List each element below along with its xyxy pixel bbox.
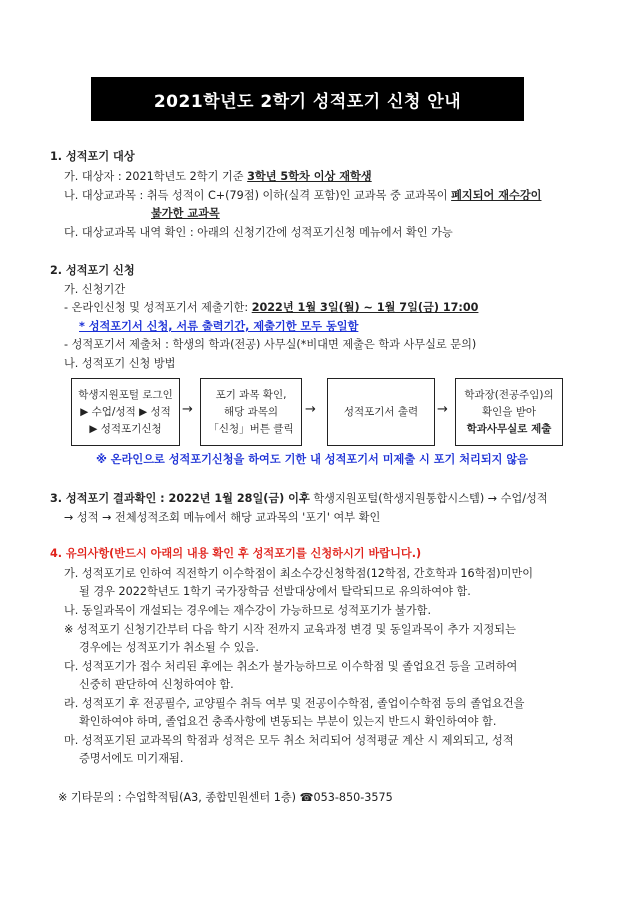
flow-step-1-line-3: ▶ 성적포기신청 — [89, 422, 162, 435]
flow-step-4-line-3: 학과사무실로 제출 — [466, 422, 552, 435]
flow-step-4-line-1: 학과장(전공주임)의 — [464, 388, 554, 401]
s1-ga-emphasis: 3학년 5학차 이상 재학생 — [247, 170, 372, 183]
s2-online-deadline — [64, 300, 478, 315]
s4-line-2: 될 경우 2022학년도 1학기 국가장학금 선발대상에서 탈락되므로 유의하여야 함. — [79, 585, 471, 598]
s2-online-text: - 온라인신청 및 성적포기서 제출기한: — [64, 301, 252, 314]
s4-line-6: 다. 성적포기가 접수 처리된 후에는 취소가 불가능하므로 이수학점 및 졸업요건 등을 고려하여 — [64, 660, 518, 673]
flow-step-4-line-2: 확인을 받아 — [481, 405, 537, 418]
s1-na-emphasis-2: 불가한 교과목 — [151, 207, 220, 220]
s4-line-1: 가. 성적포기로 인하여 직전학기 이수학점이 최소수강신청학점(12학점, 간호학과 16학점)미만이 — [64, 567, 534, 580]
s2-blue-note: * 성적포기서 신청, 서류 출력기간, 제출기한 모두 동일함 — [79, 320, 359, 333]
s4-line-11: 증명서에도 미기재됨. — [79, 752, 184, 765]
flow-step-portal-login — [71, 378, 180, 446]
flow-step-1-line-2: ▶ 수업/성적 ▶ 성적 — [80, 405, 171, 418]
s2-submit-place: - 성적포기서 제출처 : 학생의 학과(전공) 사무실(*비대면 제출은 학과 사무실로 문의) — [64, 338, 477, 351]
page-title: 2021학년도 2학기 성적포기 신청 안내 — [91, 77, 524, 121]
s1-ga-text: 가. 대상자 : 2021학년도 2학기 기준 — [64, 170, 248, 183]
flow-step-confirm-subject — [200, 378, 302, 446]
s1-na-text: 나. 대상교과목 : 취득 성적이 C+(79점) 이하(실격 포함)인 교과목 중 교과목이 — [64, 189, 452, 202]
section-1-heading: 1. 성적포기 대상 — [50, 150, 135, 163]
s4-line-9: 확인하여야 하며, 졸업요건 충족사항에 변동되는 부분이 있는지 반드시 확인하여야 함. — [79, 715, 497, 728]
section-2-heading: 2. 성적포기 신청 — [50, 264, 135, 277]
section-4-heading: 4. 유의사항(반드시 아래의 내용 확인 후 성적포기를 신청하시기 바랍니다.) — [50, 547, 422, 560]
s2-item-na: 나. 성적포기 신청 방법 — [64, 357, 176, 370]
s4-line-10: 마. 성적포기된 교과목의 학점과 성적은 모두 취소 처리되어 성적평균 계산 시 제외되고, 성적 — [64, 734, 514, 747]
flow-step-1-line-1: 학생지원포털 로그인 — [78, 388, 173, 401]
contact-info: ※ 기타문의 : 수업학적팀(A3, 종합민원센터 1층) ☎053-850-3575 — [58, 791, 393, 804]
section-3-line-2: → 성적 → 전체성적조회 메뉴에서 해당 교과목의 '포기' 여부 확인 — [64, 511, 381, 524]
s1-item-ga — [64, 169, 372, 184]
flow-arrow-2: → — [305, 402, 316, 417]
flow-arrow-1: → — [182, 402, 193, 417]
flow-step-2-line-1: 포기 과목 확인, — [215, 388, 287, 401]
s1-na-emphasis-1: 폐지되어 재수강이 — [451, 189, 542, 202]
s4-line-7: 신중히 판단하여 신청하여야 함. — [79, 678, 234, 691]
section-3-line-1 — [50, 491, 548, 506]
s4-line-8: 라. 성적포기 후 전공필수, 교양필수 취득 여부 및 전공이수학점, 졸업이수학점 등의 졸업요건을 — [64, 697, 525, 710]
s4-line-4: ※ 성적포기 신청기간부터 다음 학기 시작 전까지 교육과정 변경 및 동일과목이 추가 지정되는 — [64, 623, 516, 636]
s2-online-date: 2022년 1월 3일(월) ~ 1월 7일(금) 17:00 — [251, 301, 479, 314]
flow-step-3-line-1: 성적포기서 출력 — [343, 405, 419, 418]
section-3-heading: 3. 성적포기 결과확인 : 2022년 1월 28일(금) 이후 — [50, 492, 310, 505]
s1-item-da: 다. 대상교과목 내역 확인 : 아래의 신청기간에 성적포기신청 메뉴에서 확인 가능 — [64, 226, 453, 239]
flow-arrow-3: → — [437, 402, 448, 417]
s1-item-na — [64, 188, 541, 203]
s4-line-5: 경우에는 성적포기가 취소될 수 있음. — [79, 641, 259, 654]
flow-step-submit-office — [455, 378, 563, 446]
flow-step-2-line-2: 해당 과목의 — [223, 405, 279, 418]
flow-step-print-form — [327, 378, 435, 446]
s2-warning: ※ 온라인으로 성적포기신청을 하여도 기한 내 성적포기서 미제출 시 포기 처리되지 않음 — [96, 453, 528, 466]
s4-line-3: 나. 동일과목이 개설되는 경우에는 재수강이 가능하므로 성적포기가 불가함. — [64, 604, 432, 617]
s2-item-ga: 가. 신청기간 — [64, 283, 126, 296]
section-3-text: 학생지원포털(학생지원통합시스템) → 수업/성적 — [309, 492, 548, 505]
flow-step-2-line-3: 「신청」버튼 클릭 — [208, 422, 294, 435]
